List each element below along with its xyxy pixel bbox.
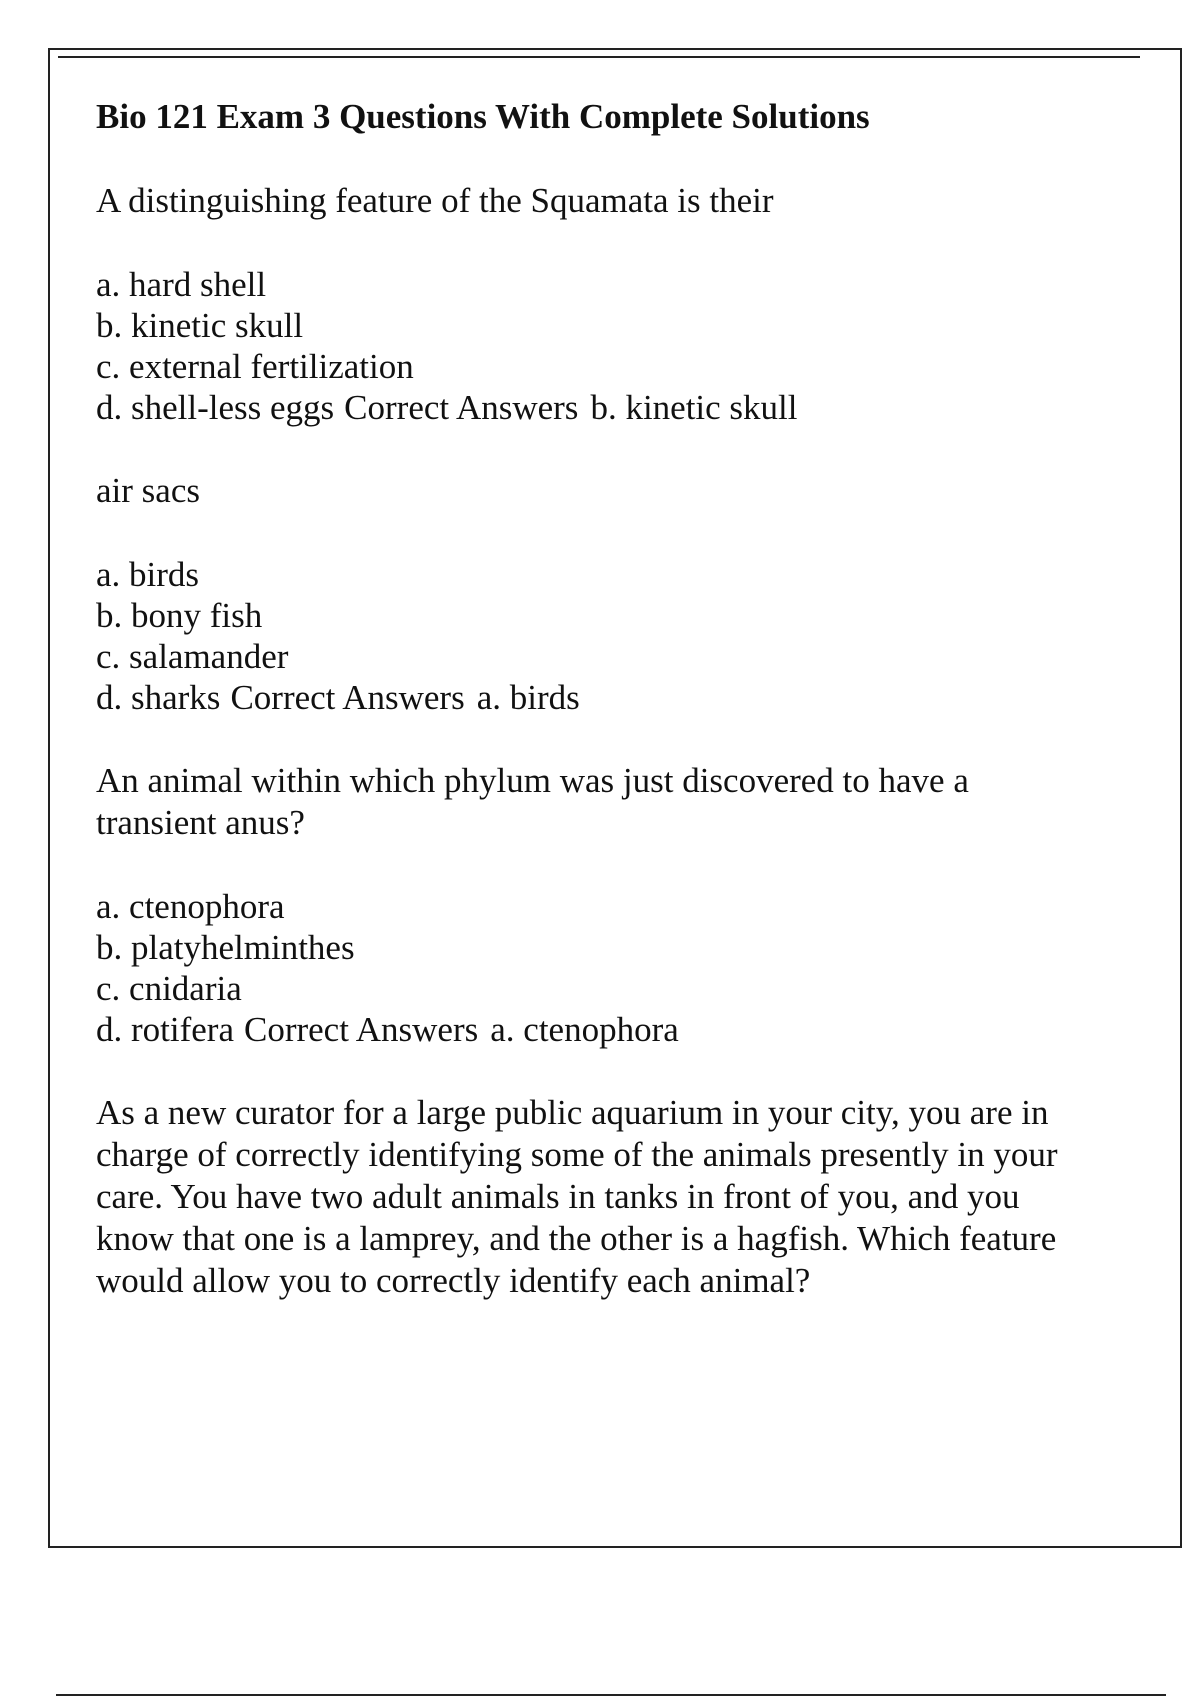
answer-option-last <box>96 1009 1096 1050</box>
answer-option: a. hard shell <box>96 265 267 304</box>
document-title: Bio 121 Exam 3 Questions With Complete Solutions <box>96 97 870 136</box>
correct-answers-label: Correct Answers <box>243 1010 479 1049</box>
correct-answers-label: Correct Answers <box>230 678 465 717</box>
question-1 <box>96 180 1096 428</box>
answer-option: c. external fertilization <box>96 347 414 386</box>
answer-option-text: d. shell-less eggs <box>96 388 335 427</box>
answer-option-last <box>96 387 1096 428</box>
question-4 <box>96 1092 1096 1302</box>
answer-option-text: d. sharks <box>96 678 221 717</box>
answer-option-last <box>96 677 1096 718</box>
correct-answer: a. birds <box>476 678 580 717</box>
correct-answers-label: Correct Answers <box>344 388 579 427</box>
answer-option: b. platyhelminthes <box>96 928 355 967</box>
answer-option: b. bony fish <box>96 596 263 635</box>
question-stem: As a new curator for a large public aquarium in your city, you are in charge of correctly identifying some of the animals presently in your care. You have two adult animals in tanks in front of you, and you know that one is a lamprey, and the other is a hagfish. Which feature would allow you to correctly identify each animal? <box>96 1093 1058 1300</box>
answer-option: b. kinetic skull <box>96 306 304 345</box>
question-stem: A distinguishing feature of the Squamata is their <box>96 181 774 220</box>
document-body <box>96 96 1096 1344</box>
answer-option: c. salamander <box>96 637 289 676</box>
question-stem: An animal within which phylum was just discovered to have a transient anus? <box>96 761 969 842</box>
answer-option: a. ctenophora <box>96 887 285 926</box>
top-divider <box>58 56 1140 58</box>
correct-answer: a. ctenophora <box>490 1010 679 1049</box>
question-stem: air sacs <box>96 471 200 510</box>
answer-option: c. cnidaria <box>96 969 242 1008</box>
correct-answer: b. kinetic skull <box>590 388 798 427</box>
answer-option: a. birds <box>96 555 200 594</box>
answer-option-text: d. rotifera <box>96 1010 234 1049</box>
bottom-divider <box>56 1694 1166 1696</box>
question-2 <box>96 470 1096 718</box>
question-3 <box>96 760 1096 1050</box>
